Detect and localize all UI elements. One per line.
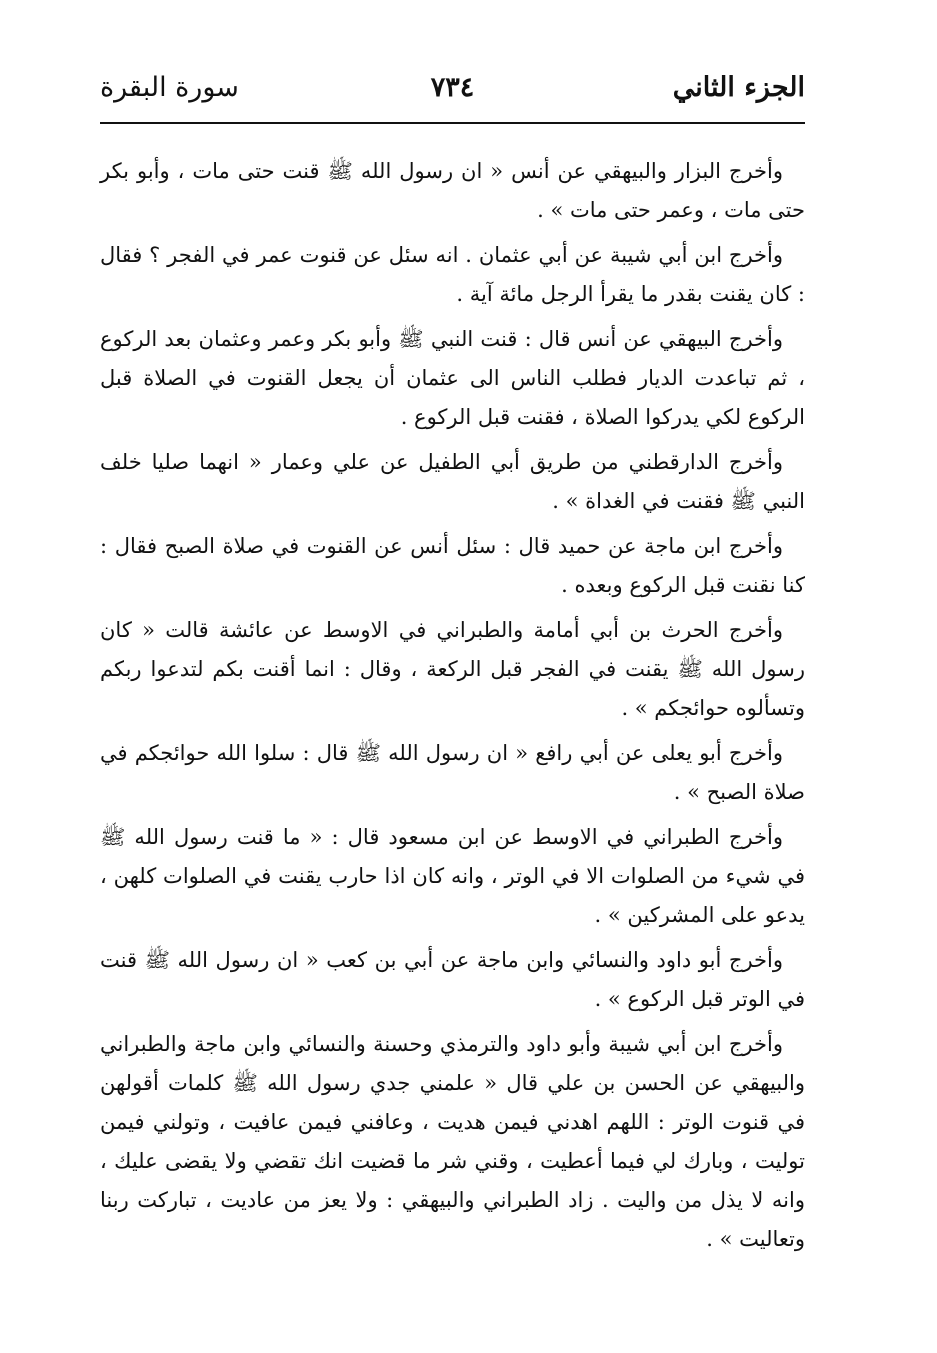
page-number: ٧٣٤ <box>430 72 475 103</box>
page-body <box>100 152 805 1265</box>
part-title: الجزء الثاني <box>672 72 805 103</box>
paragraph: وأخرج الحرث بن أبي أمامة والطبراني في الاوسط عن عائشة قالت « كان رسول الله ﷺ يقنت في الفجر قبل الركعة ، وقال : انما أقنت بكم لتدعوا ربكم وتسألوه حوائجكم » . <box>100 618 805 720</box>
paragraph: وأخرج البزار والبيهقي عن أنس « ان رسول الله ﷺ قنت حتى مات ، وأبو بكر حتى مات ، وعمر حتى مات » . <box>100 159 805 222</box>
surah-title: سورة البقرة <box>100 72 239 103</box>
paragraph: وأخرج أبو يعلى عن أبي رافع « ان رسول الله ﷺ قال : سلوا الله حوائجكم في صلاة الصبح » . <box>100 741 805 804</box>
header-divider <box>100 122 805 124</box>
paragraph: وأخرج أبو داود والنسائي وابن ماجة عن أبي بن كعب « ان رسول الله ﷺ قنت في الوتر قبل الركوع » . <box>100 948 805 1011</box>
paragraph: وأخرج ابن أبي شيبة عن أبي عثمان . انه سئل عن قنوت عمر في الفجر ؟ فقال : كان يقنت بقدر ما يقرأ الرجل مائة آية . <box>100 243 805 306</box>
paragraph: وأخرج الطبراني في الاوسط عن ابن مسعود قال : « ما قنت رسول الله ﷺ في شيء من الصلوات الا في الوتر ، وانه كان اذا حارب يقنت في الصلوات كلهن ، يدعو على المشركين » . <box>100 825 805 927</box>
paragraph: وأخرج ابن ماجة عن حميد قال : سئل أنس عن القنوت في صلاة الصبح فقال : كنا نقنت قبل الركوع وبعده . <box>100 534 805 597</box>
paragraph: وأخرج الدارقطني من طريق أبي الطفيل عن علي وعمار « انهما صليا خلف النبي ﷺ فقنت في الغداة » . <box>100 450 805 513</box>
page-header <box>100 70 805 122</box>
paragraph: وأخرج ابن أبي شيبة وأبو داود والترمذي وحسنة والنسائي وابن ماجة والطبراني والبيهقي عن الحسن بن علي قال « علمني جدي رسول الله ﷺ كلمات أقولهن في قنوت الوتر : اللهم اهدني فيمن هديت ، وعافني فيمن عافيت ، وتولني فيمن توليت ، وبارك لي فيما أعطيت ، وقني شر ما قضيت انك تقضي ولا يقضى عليك ، وانه لا يذل من واليت . زاد الطبراني والبيهقي : ولا يعز من عاديت ، تباركت ربنا وتعاليت » . <box>100 1032 805 1251</box>
paragraph: وأخرج البيهقي عن أنس قال : قنت النبي ﷺ وأبو بكر وعمر وعثمان بعد الركوع ، ثم تباعدت الديار فطلب الناس الى عثمان أن يجعل القنوت في الصلاة قبل الركوع لكي يدركوا الصلاة ، فقنت قبل الركوع . <box>100 327 805 429</box>
